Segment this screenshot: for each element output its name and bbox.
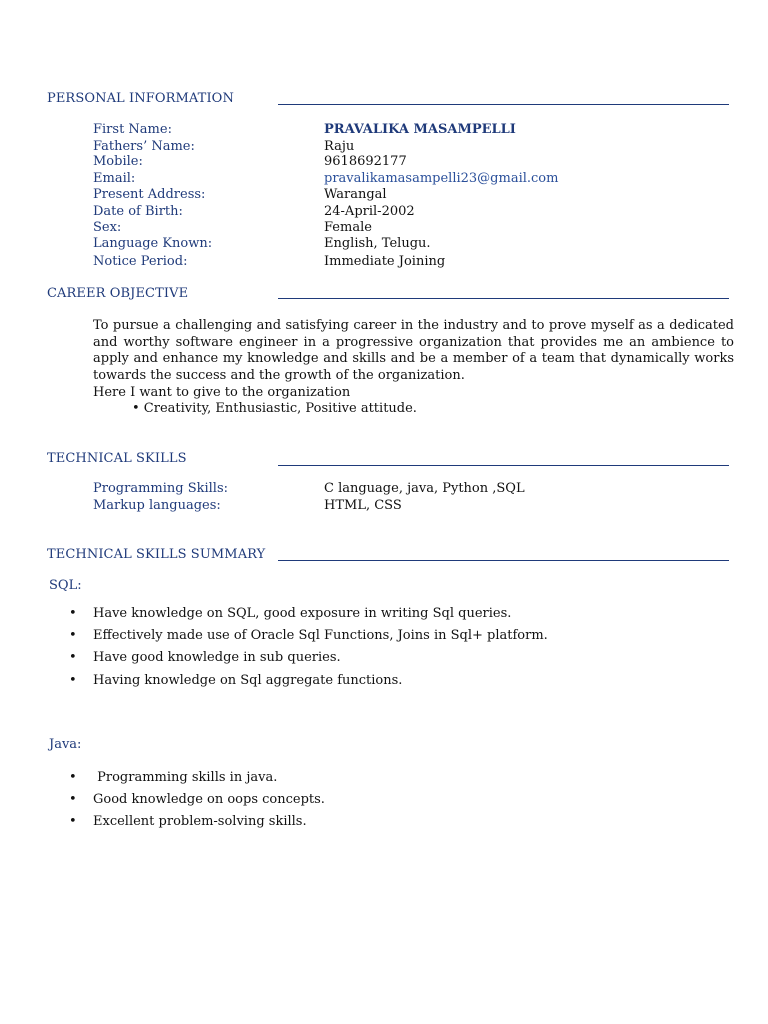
- bullet-icon: •: [69, 650, 77, 666]
- programming-skills-label: Programming Skills:: [93, 481, 229, 496]
- bullet-icon: •: [69, 770, 77, 785]
- career-objective-rule: [278, 298, 729, 299]
- career-objective-line: Here I want to give to the organization: [93, 385, 351, 400]
- bullet-icon: •: [69, 606, 77, 621]
- list-item: • Have good knowledge in sub queries.: [69, 650, 341, 666]
- sex-value: Female: [324, 220, 372, 235]
- email-link[interactable]: pravalikamasampelli23@gmail.com: [324, 171, 559, 186]
- sql-subheading: SQL:: [49, 578, 82, 593]
- technical-skills-heading: TECHNICAL SKILLS: [47, 451, 187, 466]
- bullet-icon: •: [69, 792, 77, 808]
- java-subheading: Java:: [49, 737, 82, 752]
- bullet-icon: •: [69, 628, 77, 644]
- career-objective-bullet: • Creativity, Enthusiastic, Positive attitude.: [132, 401, 417, 416]
- sex-label: Sex:: [93, 220, 122, 235]
- bullet-icon: •: [69, 814, 77, 830]
- technical-skills-summary-heading: TECHNICAL SKILLS SUMMARY: [47, 547, 266, 562]
- first-name-value: PRAVALIKA MASAMPELLI: [324, 122, 516, 137]
- list-item: • Excellent problem-solving skills.: [69, 814, 307, 830]
- technical-skills-summary-rule: [278, 560, 729, 561]
- list-item: • Effectively made use of Oracle Sql Functions, Joins in Sql+ platform.: [69, 628, 548, 644]
- present-address-value: Warangal: [324, 187, 387, 202]
- language-known-label: Language Known:: [93, 236, 213, 251]
- personal-information-heading: PERSONAL INFORMATION: [47, 91, 234, 106]
- fathers-name-value: Raju: [324, 139, 355, 154]
- markup-languages-value: HTML, CSS: [324, 498, 402, 513]
- markup-languages-label: Markup languages:: [93, 498, 221, 513]
- date-of-birth-value: 24-April-2002: [324, 204, 415, 219]
- list-item: • Good knowledge on oops concepts.: [69, 792, 325, 808]
- bullet-icon: •: [69, 672, 77, 688]
- career-objective-paragraph: To pursue a challenging and satisfying career in the industry and to prove myself as a dedicated and worthy software engineer in a progressive organization that provides me an ambience to apply and enhance my knowledge and skills and be a member of a team that dynamically works towards the success and the growth of the organization.: [93, 318, 734, 383]
- list-item: • Programming skills in java.: [69, 770, 278, 785]
- career-objective-heading: CAREER OBJECTIVE: [47, 286, 189, 301]
- language-known-value: English, Telugu.: [324, 236, 431, 251]
- list-item: • Have knowledge on SQL, good exposure in writing Sql queries.: [69, 606, 512, 621]
- mobile-label: Mobile:: [93, 154, 143, 169]
- email-label: Email:: [93, 171, 136, 186]
- fathers-name-label: Fathers’ Name:: [93, 139, 195, 154]
- java-skills-list: [69, 770, 325, 837]
- mobile-value: 9618692177: [324, 154, 407, 169]
- notice-period-label: Notice Period:: [93, 254, 188, 269]
- notice-period-value: Immediate Joining: [324, 254, 446, 269]
- list-item: • Having knowledge on Sql aggregate functions.: [69, 672, 403, 688]
- sql-skills-list: [69, 606, 548, 695]
- present-address-label: Present Address:: [93, 187, 206, 202]
- personal-information-rule: [278, 104, 729, 105]
- date-of-birth-label: Date of Birth:: [93, 204, 183, 219]
- technical-skills-rule: [278, 465, 729, 466]
- first-name-label: First Name:: [93, 122, 172, 137]
- programming-skills-value: C language, java, Python ,SQL: [324, 481, 525, 496]
